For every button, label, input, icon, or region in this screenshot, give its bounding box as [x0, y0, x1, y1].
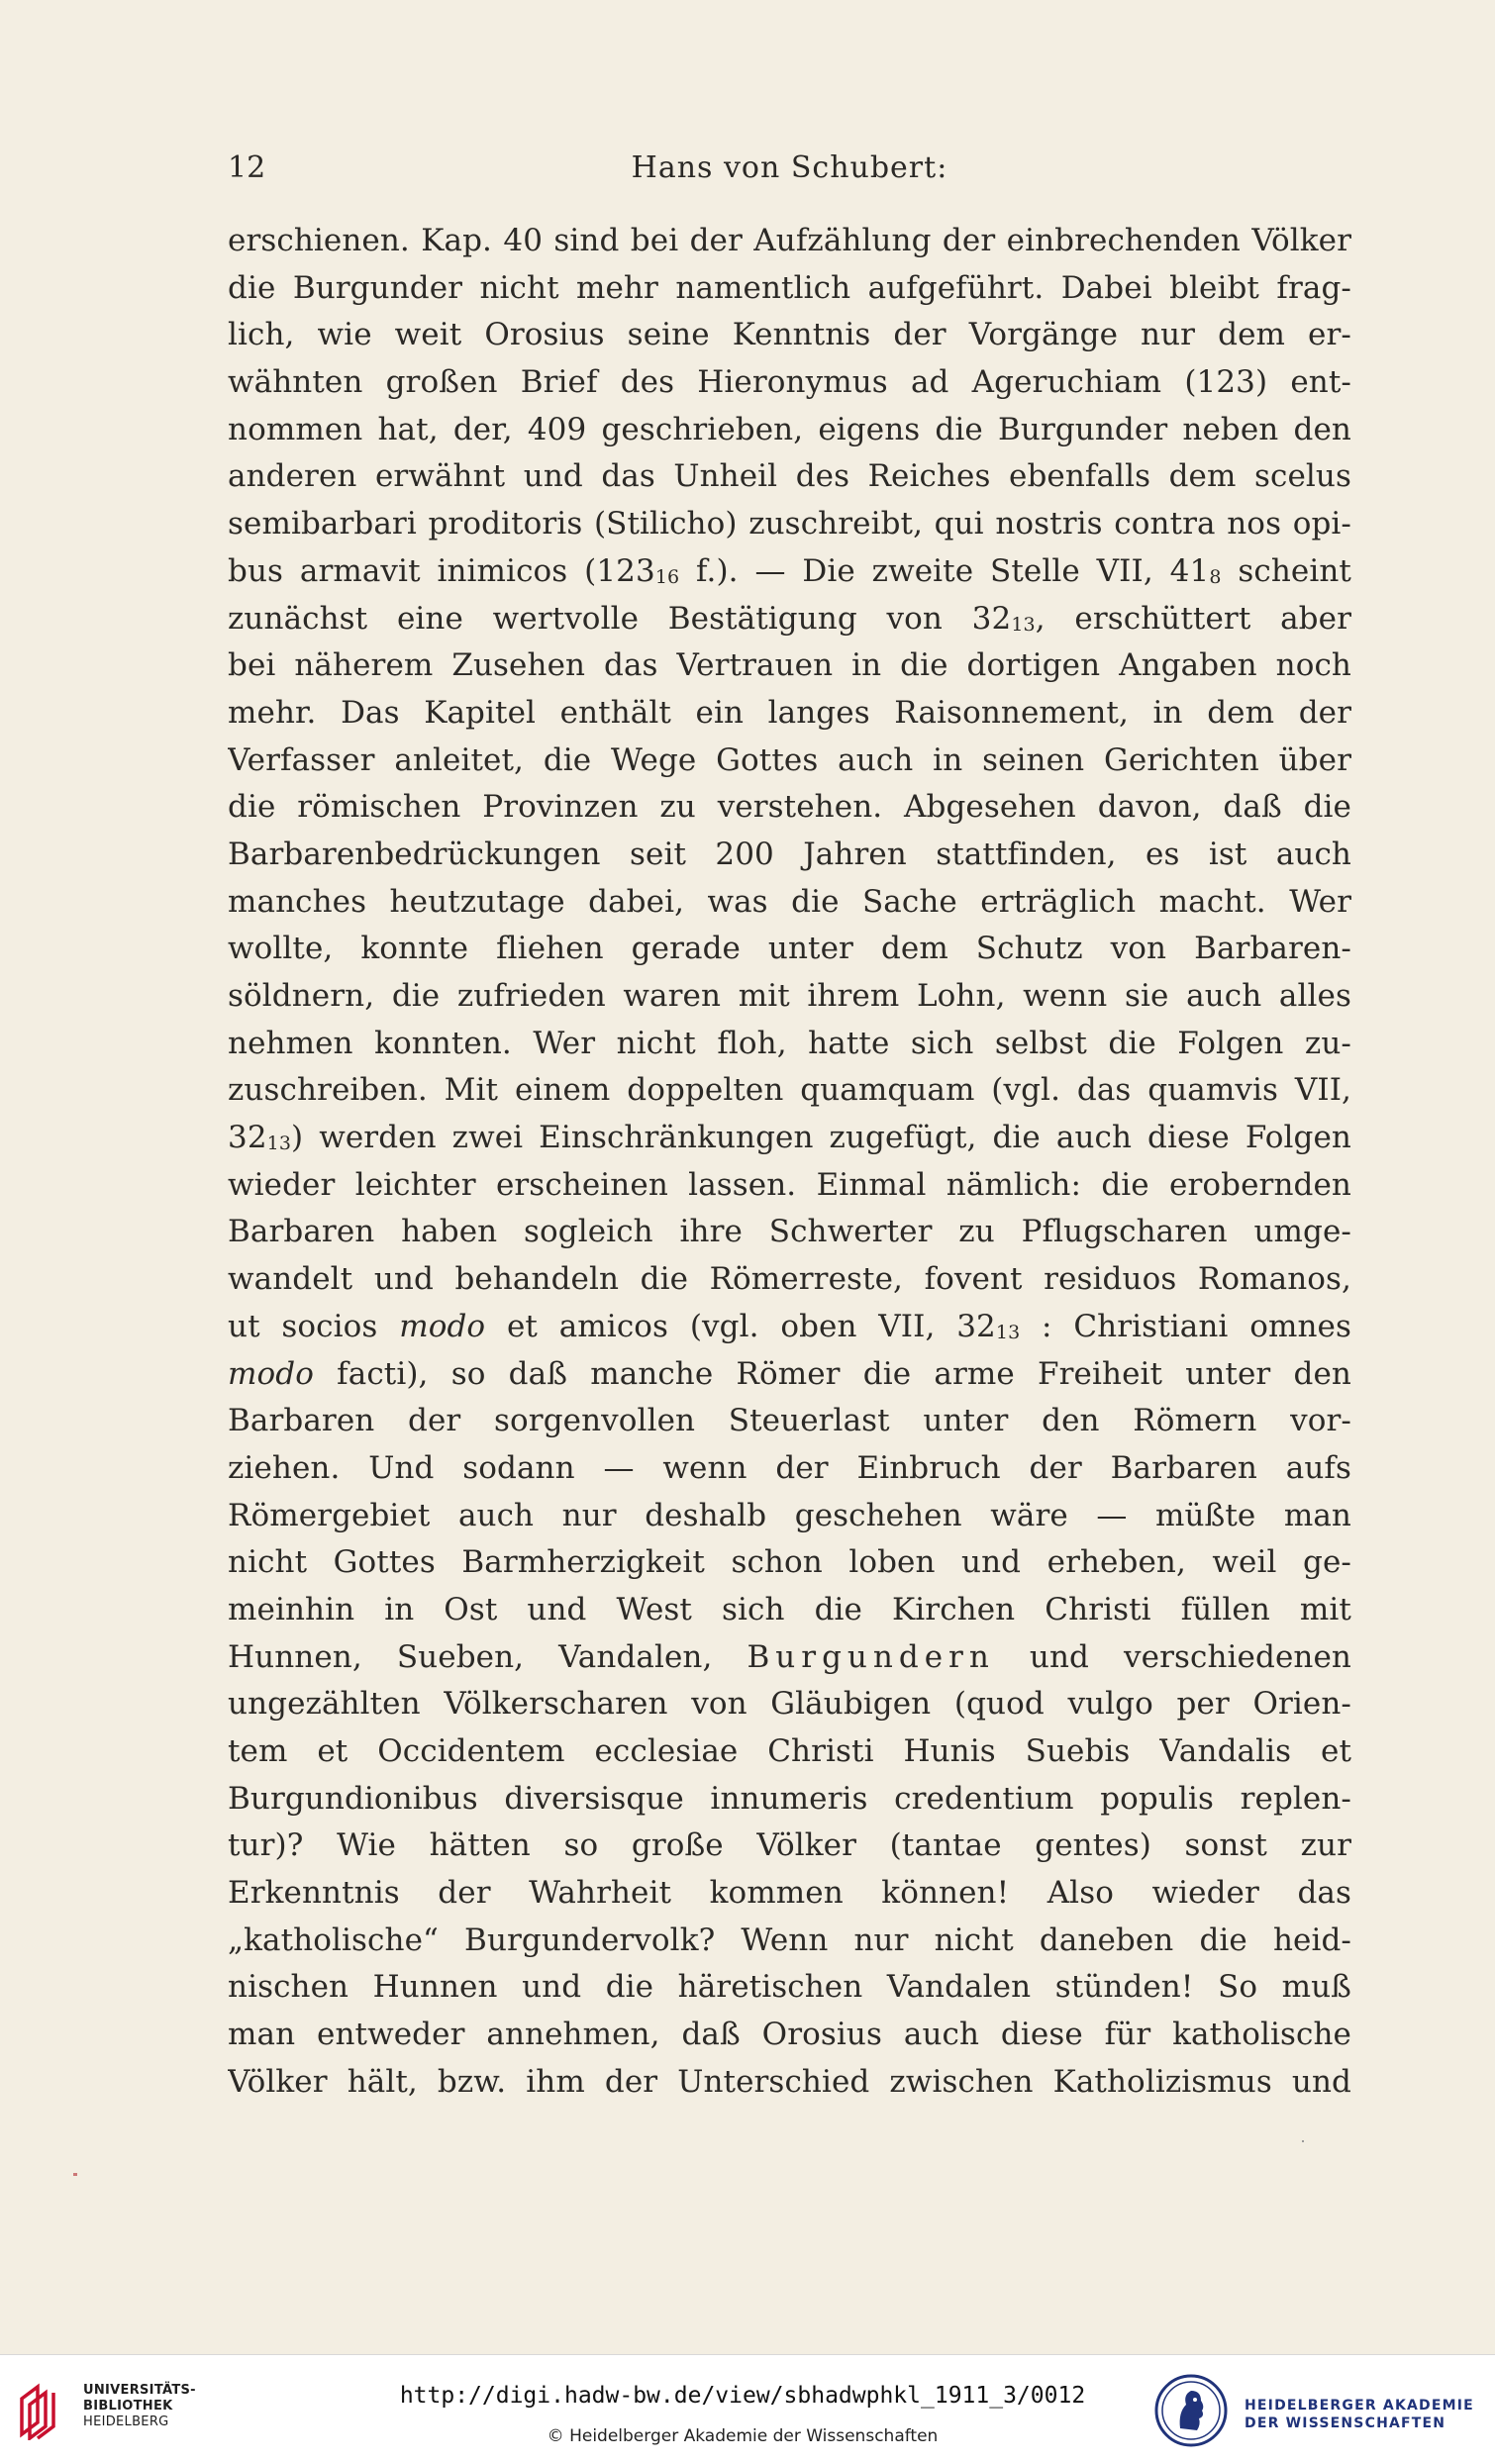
scan-speck [73, 2173, 77, 2176]
text-line: nommen hat, der, 409 geschrieben, eigens die Burgunder neben den [228, 411, 1351, 447]
spaced-emphasis: Burgundern [747, 1638, 995, 1675]
text-line: tem et Occidentem ecclesiae Christi Hunis Suebis Vandalis et [228, 1733, 1351, 1769]
text-line: Römergebiet auch nur deshalb geschehen wäre — müßte man [228, 1497, 1351, 1533]
line-reference-number: 8 [1209, 565, 1222, 588]
text-line [228, 1634, 1351, 1682]
text-fragment: et amicos (vgl. oben VII, 32 [506, 1308, 996, 1344]
text-line [228, 596, 1351, 643]
text-line: Völker hält, bzw. ihm der Unterschied zwischen Katholizismus und [228, 2063, 1351, 2100]
text-line: nischen Hunnen und die häretischen Vandalen stünden! So muß [228, 1969, 1351, 2006]
text-line: Erkenntnis der Wahrheit kommen können! Also wieder das [228, 1875, 1351, 1912]
text-line: nicht Gottes Barmherzigkeit schon loben und erheben, weil ge- [228, 1544, 1351, 1581]
text-fragment: : Christiani omnes [1042, 1308, 1351, 1344]
line-reference-number: 13 [1011, 613, 1036, 636]
text-line [228, 1351, 1351, 1399]
academy-seal-icon [1153, 2373, 1229, 2448]
text-fragment: ) werden zwei Einschränkungen zugefügt, die auch diese Folgen [291, 1120, 1351, 1156]
text-line: Barbaren haben sogleich ihre Schwerter zu Pflugscharen umge- [228, 1214, 1351, 1250]
text-fragment: ut socios [228, 1308, 378, 1344]
text-line: Barbaren der sorgenvollen Steuerlast unter den Römern vor- [228, 1403, 1351, 1439]
text-line [228, 548, 1351, 596]
text-line: tur)? Wie hätten so große Völker (tantae gentes) sonst zur [228, 1827, 1351, 1864]
text-line: wieder leichter erscheinen lassen. Einmal nämlich: die erobernden [228, 1166, 1351, 1203]
text-line: zuschreiben. Mit einem doppelten quamquam (vgl. das quamvis VII, [228, 1072, 1351, 1109]
italic-word: modo [399, 1308, 486, 1344]
library-name-line: HEIDELBERG [83, 2415, 169, 2429]
text-fragment: 32 [228, 1120, 267, 1156]
library-name-line: BIBLIOTHEK [83, 2399, 173, 2414]
copyright-notice: © Heidelberger Akademie der Wissenschaften [547, 2426, 939, 2446]
text-line: erschienen. Kap. 40 sind bei der Aufzählung der einbrechenden Völker [228, 223, 1351, 258]
text-line: lich, wie weit Orosius seine Kenntnis der Vorgänge nur dem er- [228, 317, 1351, 353]
text-line [228, 1115, 1351, 1162]
viewer-footer [0, 2354, 1495, 2464]
text-line: Barbarenbedrückungen seit 200 Jahren stattfinden, es ist auch [228, 836, 1351, 872]
academy-logo[interactable] [1153, 2373, 1480, 2452]
text-line: manches heutzutage dabei, was die Sache erträglich macht. Wer [228, 883, 1351, 920]
text-line: Burgundionibus diversisque innumeris credentium populis replen- [228, 1780, 1351, 1817]
text-line: Verfasser anleitet, die Wege Gottes auch in seinen Gerichten über [228, 741, 1351, 778]
text-fragment: , erschüttert aber [1035, 600, 1351, 637]
line-reference-number: 13 [266, 1133, 292, 1155]
text-fragment: bus armavit inimicos (123 [228, 552, 655, 589]
university-library-icon [16, 2383, 71, 2440]
text-line: söldnern, die zufrieden waren mit ihrem Lohn, wenn sie auch alles [228, 978, 1351, 1014]
text-line: semibarbari proditoris (Stilicho) zuschreibt, qui nostris contra nos opi- [228, 506, 1351, 542]
text-line: „katholische“ Burgundervolk? Wenn nur nicht daneben die heid- [228, 1922, 1351, 1958]
text-line: ziehen. Und sodann — wenn der Einbruch der Barbaren aufs [228, 1449, 1351, 1486]
text-fragment: und verschiedenen [1029, 1638, 1351, 1675]
university-library-logo[interactable] [16, 2379, 196, 2448]
text-fragment: scheint [1238, 552, 1351, 589]
line-reference-number: 16 [654, 565, 680, 588]
text-fragment: zunächst eine wertvolle Bestätigung von 32 [228, 600, 1012, 637]
italic-word: modo [228, 1355, 314, 1392]
text-line: meinhin in Ost und West sich die Kirchen Christi füllen mit [228, 1591, 1351, 1627]
permalink-url[interactable]: http://digi.hadw-bw.de/view/sbhadwphkl_1911_3/0012 [399, 2383, 1086, 2409]
academy-name-line: DER WISSENSCHAFTEN [1245, 2415, 1446, 2431]
text-line: nehmen konnten. Wer nicht floh, hatte sich selbst die Folgen zu- [228, 1025, 1351, 1061]
text-line: anderen erwähnt und das Unheil des Reiches ebenfalls dem scelus [228, 458, 1351, 495]
line-reference-number: 13 [995, 1321, 1021, 1343]
text-line [228, 1304, 1351, 1351]
page-number: 12 [228, 150, 266, 185]
text-line: bei näherem Zusehen das Vertrauen in die dortigen Angaben noch [228, 647, 1351, 684]
text-line: ungezählten Völkerscharen von Gläubigen (quod vulgo per Orien- [228, 1686, 1351, 1723]
body-text [228, 218, 1351, 2107]
text-fragment: Hunnen, Sueben, Vandalen, [228, 1638, 713, 1675]
text-line: wollte, konnte fliehen gerade unter dem Schutz von Barbaren- [228, 931, 1351, 967]
text-line: mehr. Das Kapitel enthält ein langes Raisonnement, in dem der [228, 694, 1351, 731]
text-line: wähnten großen Brief des Hieronymus ad Ageruchiam (123) ent- [228, 364, 1351, 401]
library-name-line: UNIVERSITÄTS- [83, 2383, 196, 2398]
running-title: Hans von Schubert: [631, 150, 948, 185]
text-fragment: facti), so daß manche Römer die arme Freiheit unter den [337, 1355, 1351, 1392]
scan-speck [1302, 2140, 1304, 2142]
text-line: die Burgunder nicht mehr namentlich aufgeführt. Dabei bleibt frag- [228, 269, 1351, 306]
text-line: wandelt und behandeln die Römerreste, fovent residuos Romanos, [228, 1261, 1351, 1298]
running-head [228, 147, 1351, 190]
text-line: man entweder annehmen, daß Orosius auch diese für katholische [228, 2017, 1351, 2053]
academy-name-line: HEIDELBERGER AKADEMIE [1245, 2398, 1474, 2414]
text-fragment: f.). — Die zweite Stelle VII, 41 [696, 552, 1210, 589]
text-line: die römischen Provinzen zu verstehen. Abgesehen davon, daß die [228, 789, 1351, 826]
